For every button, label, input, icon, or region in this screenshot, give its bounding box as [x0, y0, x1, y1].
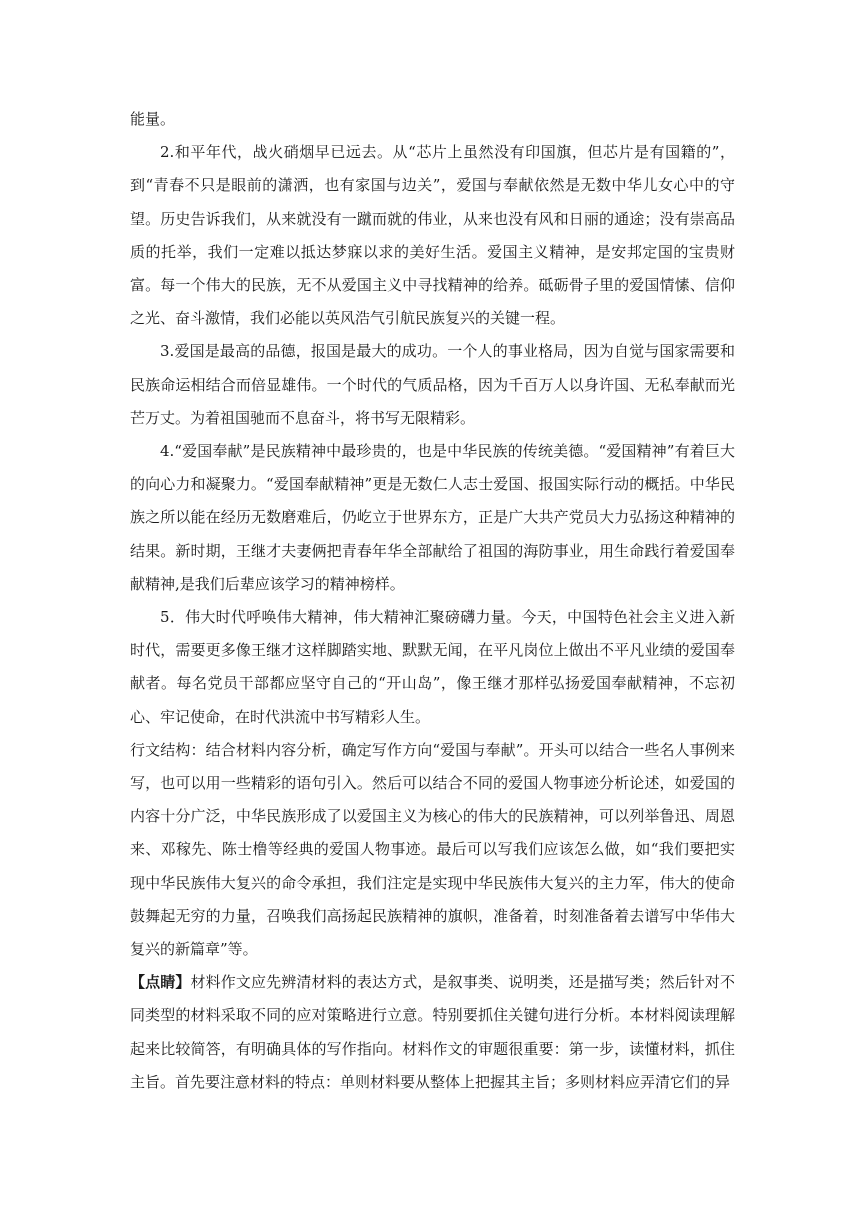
paragraph-dianjing [130, 966, 735, 1099]
paragraph-structure: 行文结构：结合材料内容分析，确定写作方向“爱国与奉献”。开头可以结合一些名人事例来写，也可以用一些精彩的语句引入。然后可以结合不同的爱国人物事迹分析论述，如爱国的内容十分广泛，中华民族形成了以爱国主义为核心的伟大的民族精神，可以列举鲁迅、周恩来、邓稼先、陈士橹等经典的爱国人物事迹。最后可以写我们应该怎么做，如“我们要把实现中华民族伟大复兴的命令承担，我们注定是实现中华民族伟大复兴的主力军，伟大的使命鼓舞起无穷的力量，召唤我们高扬起民族精神的旗帜，准备着，时刻准备着去谱写中华伟大复兴的新篇章”等。 [130, 740, 735, 959]
dianjing-tag: 【点睛】 [130, 973, 191, 992]
paragraph-point-2: 2.和平年代，战火硝烟早已远去。从“芯片上虽然没有印国旗，但芯片是有国籍的”，到“青春不只是眼前的潇洒，也有家国与边关”，爱国与奉献依然是无数中华儿女心中的守望。历史告诉我们，从来就没有一蹴而就的伟业，从来也没有风和日丽的通途；没有崇高品质的托举，我们一定难以抵达梦寐以求的美好生活。爱国主义精神，是安邦定国的宝贵财富。每一个伟大的民族，无不从爱国主义中寻找精神的给养。砥砺骨子里的爱国情愫、信仰之光、奋斗激情，我们必能以英风浩气引航民族复兴的关键一程。 [130, 143, 735, 328]
document-body [130, 103, 735, 1099]
paragraph-continuation: 能量。 [130, 110, 176, 128]
paragraph-point-5: 5．伟大时代呼唤伟大精神，伟大精神汇聚磅礴力量。今天，中国特色社会主义进入新时代，需要更多像王继才这样脚踏实地、默默无闻，在平凡岗位上做出不平凡业绩的爱国奉献者。每名党员干部都应坚守自己的“开山岛”，像王继才那样弘扬爱国奉献精神，不忘初心、牢记使命，在时代洪流中书写精彩人生。 [130, 608, 735, 726]
paragraph-point-3: 3.爱国是最高的品德，报国是最大的成功。一个人的事业格局，因为自觉与国家需要和民族命运相结合而倍显雄伟。一个时代的气质品格，因为千百万人以身许国、无私奉献而光芒万丈。为着祖国驰而不息奋斗，将书写无限精彩。 [130, 342, 735, 427]
paragraph-point-4: 4.“爱国奉献”是民族精神中最珍贵的，也是中华民族的传统美德。“爱国精神”有着巨大的向心力和凝聚力。“爱国奉献精神”更是无数仁人志士爱国、报国实际行动的概括。中华民族之所以能在经历无数磨难后，仍屹立于世界东方，正是广大共产党员大力弘扬这种精神的结果。新时期，王继才夫妻俩把青春年华全部献给了祖国的海防事业，用生命践行着爱国奉献精神,是我们后辈应该学习的精神榜样。 [130, 442, 735, 593]
dianjing-text: 材料作文应先辨清材料的表达方式，是叙事类、说明类，还是描写类；然后针对不同类型的材料采取不同的应对策略进行立意。特别要抓住关键句进行分析。本材料阅读理解起来比较简答，有明确具体的写作指向。材料作文的审题很重要：第一步，读懂材料，抓住主旨。首先要注意材料的特点：单则材料要从整体上把握其主旨；多则材料应弄清它们的异 [130, 973, 735, 1091]
